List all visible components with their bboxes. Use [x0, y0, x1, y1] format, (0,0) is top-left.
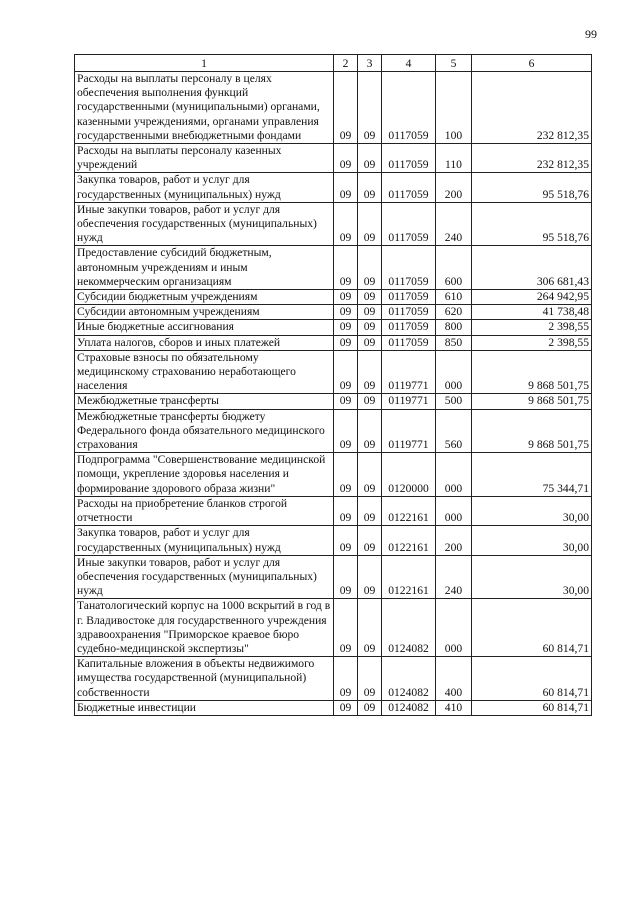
section-code-cell: 09	[334, 202, 358, 246]
table-row	[75, 496, 592, 525]
subsection-code-cell: 09	[358, 526, 382, 555]
amount-cell: 60 814,71	[472, 700, 592, 715]
subsection-code-cell: 09	[358, 173, 382, 202]
expense-name-cell: Расходы на приобретение бланков строгой отчетности	[75, 496, 334, 525]
expense-name-cell: Субсидии автономным учреждениям	[75, 305, 334, 320]
expense-type-cell: 600	[436, 246, 472, 290]
section-code-cell: 09	[334, 700, 358, 715]
expense-name-cell: Капитальные вложения в объекты недвижимого имущества государственной (муниципальной) собственности	[75, 657, 334, 701]
subsection-code-cell: 09	[358, 350, 382, 394]
expense-name-cell: Иные бюджетные ассигнования	[75, 320, 334, 335]
target-article-cell: 0124082	[382, 700, 436, 715]
section-code-cell: 09	[334, 394, 358, 409]
expense-type-cell: 110	[436, 144, 472, 173]
target-article-cell: 0122161	[382, 496, 436, 525]
table-body	[75, 72, 592, 716]
expense-name-cell: Межбюджетные трансферты	[75, 394, 334, 409]
target-article-cell: 0117059	[382, 320, 436, 335]
section-code-cell: 09	[334, 173, 358, 202]
table-row	[75, 453, 592, 497]
expense-type-cell: 850	[436, 335, 472, 350]
section-code-cell: 09	[334, 555, 358, 599]
expense-type-cell: 000	[436, 599, 472, 657]
target-article-cell: 0117059	[382, 202, 436, 246]
target-article-cell: 0119771	[382, 394, 436, 409]
expense-type-cell: 620	[436, 305, 472, 320]
amount-cell: 2 398,55	[472, 320, 592, 335]
amount-cell: 264 942,95	[472, 290, 592, 305]
amount-cell: 30,00	[472, 496, 592, 525]
amount-cell: 30,00	[472, 526, 592, 555]
target-article-cell: 0120000	[382, 453, 436, 497]
target-article-cell: 0117059	[382, 305, 436, 320]
header-row	[75, 55, 592, 72]
table-row	[75, 246, 592, 290]
section-code-cell: 09	[334, 350, 358, 394]
table-row	[75, 320, 592, 335]
table-row	[75, 700, 592, 715]
expense-type-cell: 100	[436, 72, 472, 144]
subsection-code-cell: 09	[358, 657, 382, 701]
target-article-cell: 0119771	[382, 350, 436, 394]
column-header-3: 3	[358, 55, 382, 72]
section-code-cell: 09	[334, 335, 358, 350]
expense-name-cell: Расходы на выплаты персоналу казенных учреждений	[75, 144, 334, 173]
target-article-cell: 0117059	[382, 246, 436, 290]
table-row	[75, 394, 592, 409]
expense-name-cell: Закупка товаров, работ и услуг для государственных (муниципальных) нужд	[75, 173, 334, 202]
expense-type-cell: 200	[436, 526, 472, 555]
target-article-cell: 0117059	[382, 173, 436, 202]
expense-type-cell: 000	[436, 496, 472, 525]
expense-name-cell: Расходы на выплаты персоналу в целях обеспечения выполнения функций государственными (муниципальными) органами, казенными учреждениями, органами управления государственными внебюджетными фондами	[75, 72, 334, 144]
amount-cell: 232 812,35	[472, 72, 592, 144]
section-code-cell: 09	[334, 599, 358, 657]
table-row	[75, 409, 592, 453]
budget-table	[74, 54, 592, 716]
amount-cell: 95 518,76	[472, 173, 592, 202]
table-row	[75, 335, 592, 350]
table-row	[75, 305, 592, 320]
expense-name-cell: Танатологический корпус на 1000 вскрытий в год в г. Владивостоке для государственного учреждения здравоохранения "Приморское краевое бюро судебно-медицинской экспертизы"	[75, 599, 334, 657]
amount-cell: 41 738,48	[472, 305, 592, 320]
expense-type-cell: 400	[436, 657, 472, 701]
target-article-cell: 0124082	[382, 657, 436, 701]
amount-cell: 306 681,43	[472, 246, 592, 290]
expense-type-cell: 500	[436, 394, 472, 409]
subsection-code-cell: 09	[358, 409, 382, 453]
expense-type-cell: 240	[436, 202, 472, 246]
subsection-code-cell: 09	[358, 246, 382, 290]
expense-name-cell: Субсидии бюджетным учреждениям	[75, 290, 334, 305]
subsection-code-cell: 09	[358, 72, 382, 144]
expense-name-cell: Предоставление субсидий бюджетным, автономным учреждениям и иным некоммерческим организациям	[75, 246, 334, 290]
column-header-1: 1	[75, 55, 334, 72]
target-article-cell: 0124082	[382, 599, 436, 657]
subsection-code-cell: 09	[358, 599, 382, 657]
subsection-code-cell: 09	[358, 305, 382, 320]
expense-type-cell: 000	[436, 453, 472, 497]
expense-type-cell: 800	[436, 320, 472, 335]
subsection-code-cell: 09	[358, 555, 382, 599]
amount-cell: 2 398,55	[472, 335, 592, 350]
subsection-code-cell: 09	[358, 453, 382, 497]
expense-type-cell: 240	[436, 555, 472, 599]
table-row	[75, 173, 592, 202]
expense-name-cell: Иные закупки товаров, работ и услуг для обеспечения государственных (муниципальных) нужд	[75, 202, 334, 246]
table-row	[75, 599, 592, 657]
table-row	[75, 72, 592, 144]
amount-cell: 9 868 501,75	[472, 394, 592, 409]
expense-name-cell: Бюджетные инвестиции	[75, 700, 334, 715]
target-article-cell: 0117059	[382, 144, 436, 173]
subsection-code-cell: 09	[358, 320, 382, 335]
section-code-cell: 09	[334, 657, 358, 701]
column-header-5: 5	[436, 55, 472, 72]
subsection-code-cell: 09	[358, 335, 382, 350]
expense-name-cell: Страховые взносы по обязательному медицинскому страхованию неработающего населения	[75, 350, 334, 394]
amount-cell: 9 868 501,75	[472, 409, 592, 453]
expense-name-cell: Закупка товаров, работ и услуг для государственных (муниципальных) нужд	[75, 526, 334, 555]
section-code-cell: 09	[334, 305, 358, 320]
target-article-cell: 0117059	[382, 290, 436, 305]
column-header-4: 4	[382, 55, 436, 72]
section-code-cell: 09	[334, 409, 358, 453]
section-code-cell: 09	[334, 72, 358, 144]
target-article-cell: 0122161	[382, 526, 436, 555]
expense-name-cell: Иные закупки товаров, работ и услуг для обеспечения государственных (муниципальных) нужд	[75, 555, 334, 599]
expense-type-cell: 410	[436, 700, 472, 715]
expense-type-cell: 610	[436, 290, 472, 305]
subsection-code-cell: 09	[358, 700, 382, 715]
amount-cell: 60 814,71	[472, 657, 592, 701]
subsection-code-cell: 09	[358, 394, 382, 409]
amount-cell: 60 814,71	[472, 599, 592, 657]
amount-cell: 9 868 501,75	[472, 350, 592, 394]
section-code-cell: 09	[334, 320, 358, 335]
section-code-cell: 09	[334, 496, 358, 525]
section-code-cell: 09	[334, 246, 358, 290]
expense-name-cell: Уплата налогов, сборов и иных платежей	[75, 335, 334, 350]
subsection-code-cell: 09	[358, 496, 382, 525]
column-header-6: 6	[472, 55, 592, 72]
section-code-cell: 09	[334, 290, 358, 305]
section-code-cell: 09	[334, 526, 358, 555]
target-article-cell: 0117059	[382, 72, 436, 144]
table-row	[75, 290, 592, 305]
page-number: 99	[585, 27, 597, 41]
table-header	[75, 55, 592, 72]
expense-type-cell: 000	[436, 350, 472, 394]
expense-type-cell: 560	[436, 409, 472, 453]
table-row	[75, 555, 592, 599]
amount-cell: 232 812,35	[472, 144, 592, 173]
table-row	[75, 657, 592, 701]
table-row	[75, 350, 592, 394]
section-code-cell: 09	[334, 144, 358, 173]
target-article-cell: 0119771	[382, 409, 436, 453]
table-row	[75, 202, 592, 246]
subsection-code-cell: 09	[358, 290, 382, 305]
subsection-code-cell: 09	[358, 144, 382, 173]
table-row	[75, 144, 592, 173]
target-article-cell: 0117059	[382, 335, 436, 350]
subsection-code-cell: 09	[358, 202, 382, 246]
target-article-cell: 0122161	[382, 555, 436, 599]
column-header-2: 2	[334, 55, 358, 72]
expense-name-cell: Подпрограмма "Совершенствование медицинской помощи, укрепление здоровья населения и формирование здорового образа жизни"	[75, 453, 334, 497]
table-row	[75, 526, 592, 555]
amount-cell: 30,00	[472, 555, 592, 599]
expense-type-cell: 200	[436, 173, 472, 202]
amount-cell: 75 344,71	[472, 453, 592, 497]
section-code-cell: 09	[334, 453, 358, 497]
expense-name-cell: Межбюджетные трансферты бюджету Федерального фонда обязательного медицинского страхования	[75, 409, 334, 453]
amount-cell: 95 518,76	[472, 202, 592, 246]
